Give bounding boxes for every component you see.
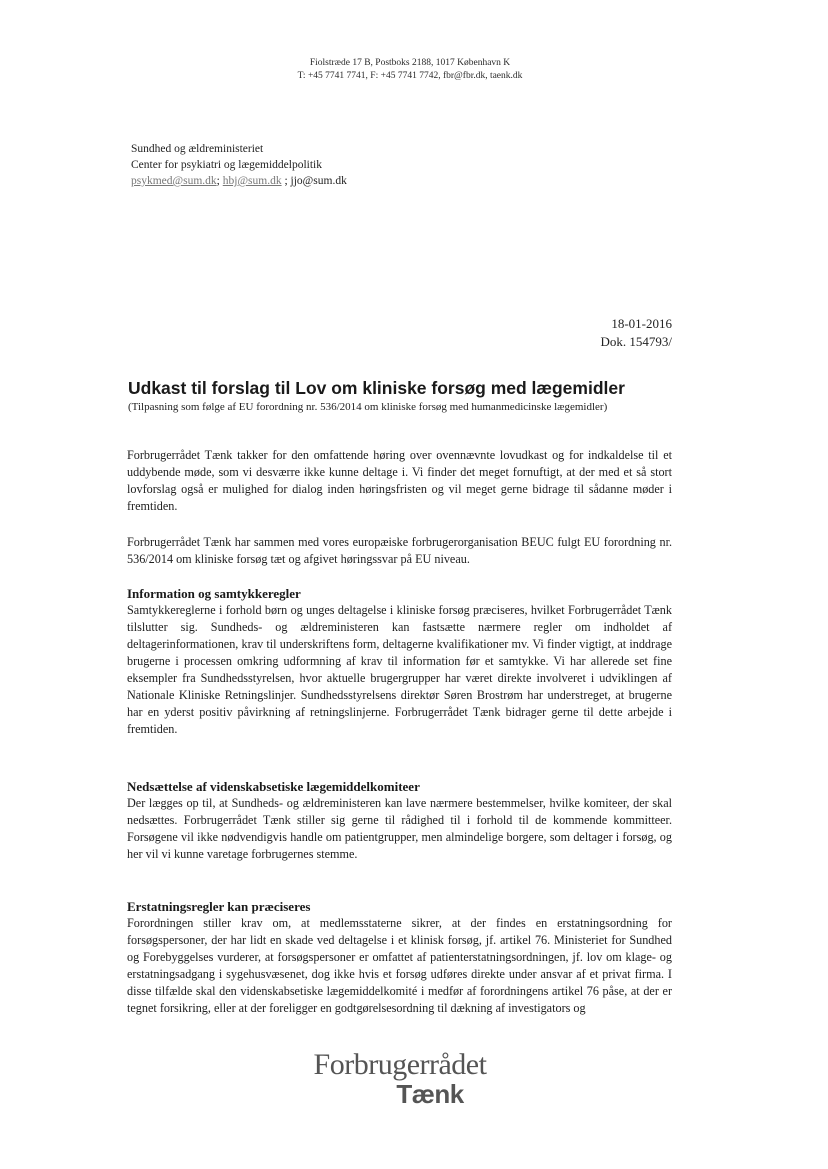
section-committees (127, 778, 672, 863)
letter-title: Udkast til forslag til Lov om kliniske forsøg med lægemidler (128, 378, 625, 398)
email-link-psykmed[interactable]: psykmed@sum.dk (131, 175, 217, 187)
section-text: Samtykkereglerne i forhold børn og unges deltagelse i kliniske forsøg præciseres, hvilket Forbrugerrådet Tænk tilslutter sig. Sundheds- og ældreministeren kan fastsætte nærmere regler om indholdet af deltagerinformationen, krav til underskriftens form, deltagerne kvalifikationer mv. Vi finder vigtigt, at inddrage brugerne i processen omkring udformning af krav til information før et samtykke. Vi har allerede set fine eksempler fra Sundhedsstyrelsen, hvor aktuelle brugergrupper har været direkte involveret i udviklingen af Nationale Kliniske Retningslinjer. Sundhedsstyrelsens direktør Søren Brostrøm har understreget, at brugerne har en yderst positiv påvirkning af retningslinjerne. Forbrugerrådet Tænk bidrager gerne til dette arbejde i fremtiden. (127, 603, 672, 736)
email-link-hbj[interactable]: hbj@sum.dk (222, 175, 282, 187)
forbrugerraadet-logo (300, 1049, 500, 1107)
recipient-emails (131, 173, 347, 189)
beuc-paragraph: Forbrugerrådet Tænk har sammen med vores europæiske forbrugerorganisation BEUC fulgt EU forordning nr. 536/2014 om kliniske forsøg tæt og afgivet høringssvar på EU niveau. (127, 535, 672, 566)
email-jjo: jjo@sum.dk (290, 175, 347, 187)
section-heading: Information og samtykkeregler (127, 586, 301, 601)
recipient-block (131, 141, 347, 189)
document-reference: Dok. 154793/ (600, 334, 672, 349)
letter-subtitle: (Tilpasning som følge af EU forordning nr. 536/2014 om kliniske forsøg med humanmedicinske lægemidler) (128, 401, 608, 413)
contact-line: T: +45 7741 7741, F: +45 7741 7742, fbr@fbr.dk, taenk.dk (297, 71, 523, 81)
letter-date: 18-01-2016 (611, 316, 672, 331)
email-separator: ; (281, 175, 291, 187)
section-heading: Nedsættelse af videnskabsetiske lægemiddelkomiteer (127, 779, 420, 794)
section-compensation (127, 898, 672, 1017)
section-heading: Erstatningsregler kan præciseres (127, 899, 311, 914)
date-block (601, 315, 673, 351)
section-text: Forordningen stiller krav om, at medlemsstaterne sikrer, at der findes en erstatningsordning for forsøgspersoner, der har lidt en skade ved deltagelse i et klinisk forsøg, jf. artikel 76. Ministeriet for Sundhed og Forebyggelses vurderer, at forsøgspersoner er omfattet af patienterstatningsordningen, jf. lov om klage- og erstatningsadgang i sygehusvæsenet, dog ikke hvis et forsøg udføres direkte under ansvar af et privat firma. I disse tilfælde skal den videnskabsetiske lægemiddelkomité i medfør af forordningens artikel 76 påse, at der er tegnet forsikring, eller at der foreligger en godtgørelsesordning til dækning af investigators og (127, 916, 672, 1015)
email-separator: ; (216, 175, 223, 187)
logo-wordmark-bottom: Tænk (396, 1079, 464, 1109)
recipient-ministry: Sundhed og ældreministeriet (131, 143, 264, 155)
intro-paragraph: Forbrugerrådet Tænk takker for den omfattende høring over ovennævnte lovudkast og for indkaldelse til et uddybende møde, som vi desværre ikke kunne deltage i. Vi finder det meget fornuftigt, at der med et så stort lovforslag også er mulighed for dialog inden høringsfristen og vil meget gerne bidrage til sådanne møder i fremtiden. (127, 448, 672, 513)
section-information (127, 585, 672, 738)
recipient-department: Center for psykiatri og lægemiddelpolitik (131, 159, 322, 171)
logo-wordmark-top: Forbrugerrådet (313, 1048, 487, 1081)
letterhead (200, 57, 620, 83)
section-text: Der lægges op til, at Sundheds- og ældreministeren kan lave nærmere bestemmelser, hvilke komiteer, der skal nedsættes. Forbrugerrådet Tænk stiller sig gerne til rådighed til i forhold til de kommende kommitteer. Forsøgene vil ikke nødvendigvis handle om patientgrupper, men almindelige borgere, som deltager i forsøg, og her vil vi kunne varetage forbrugernes stemme. (127, 796, 672, 861)
address-line: Fiolstræde 17 B, Postboks 2188, 1017 København K (309, 58, 511, 68)
